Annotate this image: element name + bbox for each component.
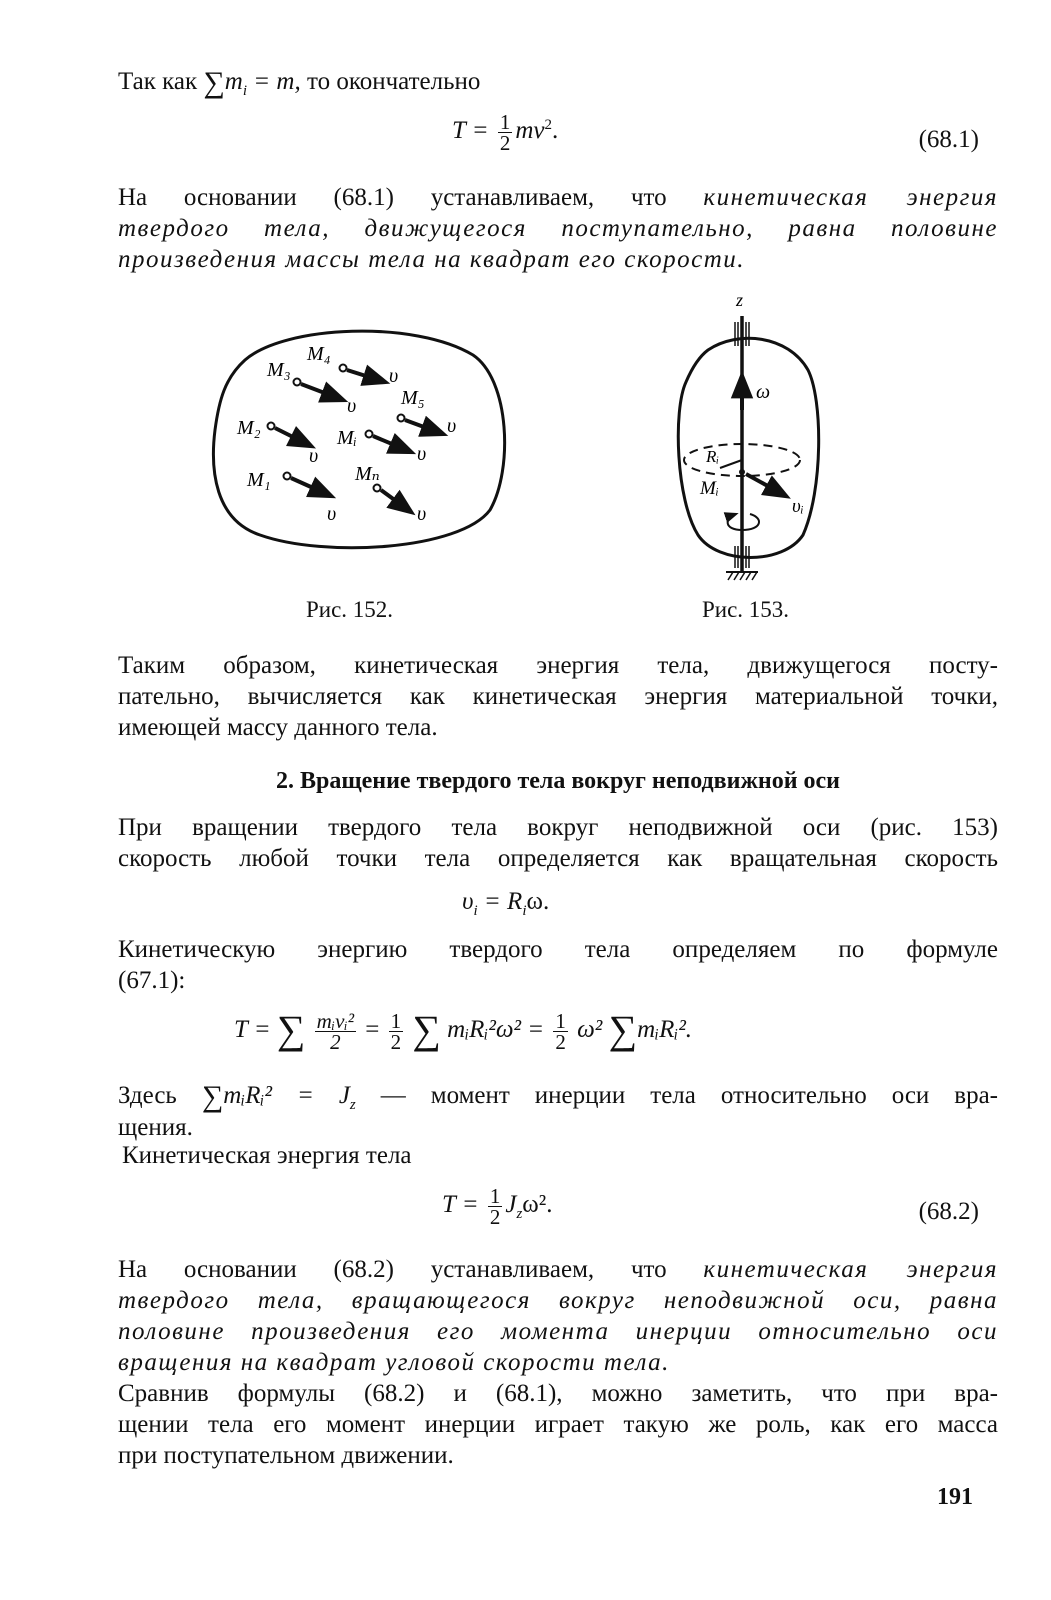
paragraph-3-line-1: При вращении твердого тела вокруг неподвижной оси (рис. 153) <box>118 814 998 841</box>
paragraph-2-line-1: Таким образом, кинетическая энергия тела, движущегося посту- <box>118 652 998 679</box>
equation-68-1: T = $\frac{1}{2}$ $mv^2$. <box>452 110 559 155</box>
point-m1 <box>284 473 291 480</box>
figure-153-caption: Рис. 153. <box>702 597 790 622</box>
section-heading: 2. Вращение твердого тела вокруг неподвижной оси <box>276 768 840 794</box>
label-ri: Rᵢ <box>706 447 720 466</box>
eq1-lhs: T = <box>452 117 489 145</box>
label-v-mn: υ <box>417 503 427 525</box>
point-m5 <box>398 415 405 422</box>
point-mi <box>739 469 745 475</box>
radius-line <box>720 460 742 468</box>
paragraph-1 <box>118 182 998 275</box>
paragraph-1-line-1: На основании (68.1) устанавливаем, что кинетическая энергия <box>118 184 999 211</box>
point-mi <box>366 431 373 438</box>
paragraph-1-line-2: твердого тела, движущегося поступательно, равна половине <box>118 215 998 242</box>
label-m4: M₄ <box>307 343 331 365</box>
paragraph-4-line-2: (67.1): <box>118 967 186 994</box>
label-v-m3: υ <box>347 395 357 417</box>
figure-152 <box>205 320 515 560</box>
velocity-arrow-mi <box>373 436 411 452</box>
paragraph-7-line-4: вращения на квадрат угловой скорости тела. <box>118 1349 670 1376</box>
paragraph-8 <box>118 1378 998 1471</box>
intro-rest: = m, <box>253 68 301 95</box>
paragraph-7-line-2: твердого тела, вращающегося вокруг неподвижной оси, равна <box>118 1287 998 1314</box>
label-v-m2: υ <box>309 445 319 467</box>
velocity-arrow-vi <box>746 474 786 496</box>
label-z: z <box>736 290 744 310</box>
label-mi: Mᵢ <box>337 427 357 449</box>
sum-symbol: ∑ <box>276 1007 306 1052</box>
point-m4 <box>340 365 347 372</box>
label-v-m5: υ <box>447 415 457 437</box>
label-v-mi: υ <box>417 443 427 465</box>
velocity-arrow-m4 <box>347 370 385 382</box>
eq1-fraction: $\frac{1}{2}$ <box>499 110 511 155</box>
figure-152-caption: Рис. 152. <box>306 597 394 622</box>
paragraph-4 <box>118 934 998 996</box>
label-m5: M₅ <box>401 387 425 409</box>
paragraph-8-line-2: щении тела его момент инерции играет такую же роль, как его масса <box>118 1411 998 1438</box>
paragraph-5-line-1: Здесь ∑mᵢRᵢ² = $J_z$ — момент инерции тела относительно оси вра- <box>118 1080 999 1113</box>
point-m3 <box>294 379 301 386</box>
label-mi: Mᵢ <box>700 478 719 499</box>
label-mn: Mₙ <box>355 463 380 485</box>
paragraph-5-line-2: щения. <box>118 1114 193 1141</box>
intro-line <box>118 66 480 98</box>
paragraph-7-line-1: На основании (68.2) устанавливаем, что кинетическая энергия <box>118 1256 999 1283</box>
label-v-m1: υ <box>327 503 337 525</box>
paragraph-5 <box>118 1080 998 1143</box>
label-omega: ω <box>756 381 771 403</box>
paragraph-8-line-3: при поступательном движении. <box>118 1442 454 1469</box>
label-m3: M₃ <box>267 359 291 381</box>
velocity-arrow-mn <box>381 490 411 512</box>
paragraph-7 <box>118 1254 998 1378</box>
paragraph-1-line-3: произведения массы тела на квадрат его скорости. <box>118 246 746 273</box>
velocity-arrow-m5 <box>405 420 443 434</box>
velocity-arrow-m2 <box>275 428 311 446</box>
fraction-1: $\frac{\text{mᵢvᵢ²}}{2}$ <box>316 1008 355 1054</box>
eq2-fraction: $\frac{1}{2}$ <box>489 1184 501 1229</box>
fraction-3: $\frac{1}{2}$ <box>555 1008 566 1054</box>
fraction-2: $\frac{1}{2}$ <box>390 1008 402 1054</box>
paragraph-3 <box>118 812 998 874</box>
paragraph-4-line-1: Кинетическую энергию твердого тела определяем по формуле <box>118 936 998 963</box>
label-v-m4: υ <box>389 365 399 387</box>
equation-number-68-2: (68.2) <box>918 1198 979 1225</box>
paragraph-3-line-2: скорость любой точки тела определяется как вращательная скорость <box>118 845 998 872</box>
sum-symbol: ∑ <box>203 66 225 99</box>
paragraph-2-line-2: пательно, вычисляется как кинетическая энергия материальной точки, <box>118 683 998 710</box>
figure-153 <box>658 290 838 586</box>
page-number: 191 <box>937 1484 973 1510</box>
intro-m: m <box>224 68 243 95</box>
sum-symbol: ∑ <box>412 1007 441 1052</box>
label-m1: M₁ <box>247 469 271 491</box>
equation-number-68-1: (68.1) <box>918 126 979 153</box>
paragraph-2 <box>118 650 998 743</box>
rigid-body-outline <box>213 331 504 548</box>
equation-kinetic-energy-sum: T = ∑ $\frac{\text{mᵢvᵢ²}}{2}$ = $\frac{1}{2}$ ∑ mᵢRᵢ²ω² = $\frac{1}{2}$ ω² ∑mᵢRᵢ². <box>234 1007 693 1054</box>
paragraph-6: Кинетическая энергия тела <box>122 1142 412 1169</box>
velocity-arrow-m3 <box>301 384 343 400</box>
point-m2 <box>268 423 275 430</box>
point-mn <box>374 485 381 492</box>
paragraph-8-line-1: Сравнив формулы (68.2) и (68.1), можно заметить, что при вра- <box>118 1380 998 1407</box>
paragraph-7-line-3: половине произведения его момента инерции относительно оси <box>118 1318 998 1345</box>
body-outline <box>678 338 818 557</box>
equation-68-2: T = $\frac{1}{2}$ $J_z\omega^2$. <box>442 1184 553 1229</box>
sum-symbol: ∑ <box>608 1007 638 1052</box>
intro-tail: то окончательно <box>306 68 481 95</box>
velocity-arrow-m1 <box>291 478 331 496</box>
equation-velocity: $\upsilon_i = R_i\omega$. <box>462 888 550 919</box>
label-vi: υᵢ <box>792 496 804 517</box>
intro-text: Так как <box>118 68 198 95</box>
paragraph-2-line-3: имеющей массу данного тела. <box>118 714 438 741</box>
eq1-rhs: mv <box>515 117 545 145</box>
label-m2: M₂ <box>237 417 261 439</box>
intro-sub: i <box>242 83 248 99</box>
